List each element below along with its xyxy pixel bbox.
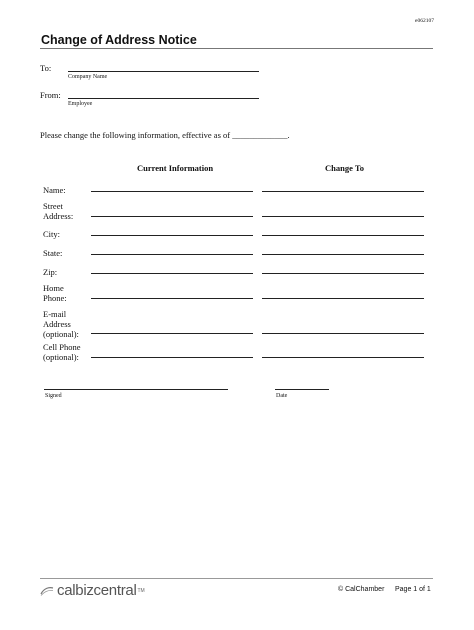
from-label: From: [40,90,61,100]
change-zip-field[interactable] [262,273,424,274]
from-caption: Employee [68,101,93,107]
from-employee-field[interactable] [68,98,259,99]
effective-date-sentence: Please change the following information, effective as of _____________. [40,130,290,140]
date-caption: Date [276,393,288,399]
change-name-field[interactable] [262,191,424,192]
current-cell-phone-field[interactable] [91,357,253,358]
calbizcentral-logo [40,582,145,599]
change-street-field[interactable] [262,216,424,217]
field-label-name: Name: [43,185,66,195]
to-label: To: [40,63,52,73]
change-state-field[interactable] [262,254,424,255]
current-info-header: Current Information [137,163,214,173]
field-label-cell-phone: Cell Phone (optional): [43,342,81,362]
to-company-field[interactable] [68,71,259,72]
form-number: e062107 [415,18,434,24]
swoosh-icon [40,586,54,596]
field-label-city: City: [43,229,61,239]
current-email-field[interactable] [91,333,253,334]
field-label-zip: Zip: [43,267,58,277]
footer-divider [40,578,433,579]
signed-caption: Signed [45,393,62,399]
copyright-text: © CalChamber [338,586,385,593]
logo-trademark: TM [137,587,145,594]
current-street-field[interactable] [91,216,253,217]
signature-field[interactable] [44,389,228,390]
page-number: Page 1 of 1 [395,586,431,593]
page-title: Change of Address Notice [41,33,197,47]
current-home-phone-field[interactable] [91,298,253,299]
change-email-field[interactable] [262,333,424,334]
current-zip-field[interactable] [91,273,253,274]
change-home-phone-field[interactable] [262,298,424,299]
field-label-street: Street Address: [43,201,74,221]
date-field[interactable] [275,389,329,390]
change-cell-phone-field[interactable] [262,357,424,358]
field-label-home-phone: Home Phone: [43,283,67,303]
title-divider [40,48,433,49]
current-state-field[interactable] [91,254,253,255]
logo-text: calbizcentral [57,582,137,599]
current-name-field[interactable] [91,191,253,192]
field-label-email: E-mail Address (optional): [43,309,79,339]
field-label-state: State: [43,248,63,258]
change-city-field[interactable] [262,235,424,236]
to-caption: Company Name [68,74,108,80]
change-to-header: Change To [325,163,364,173]
current-city-field[interactable] [91,235,253,236]
